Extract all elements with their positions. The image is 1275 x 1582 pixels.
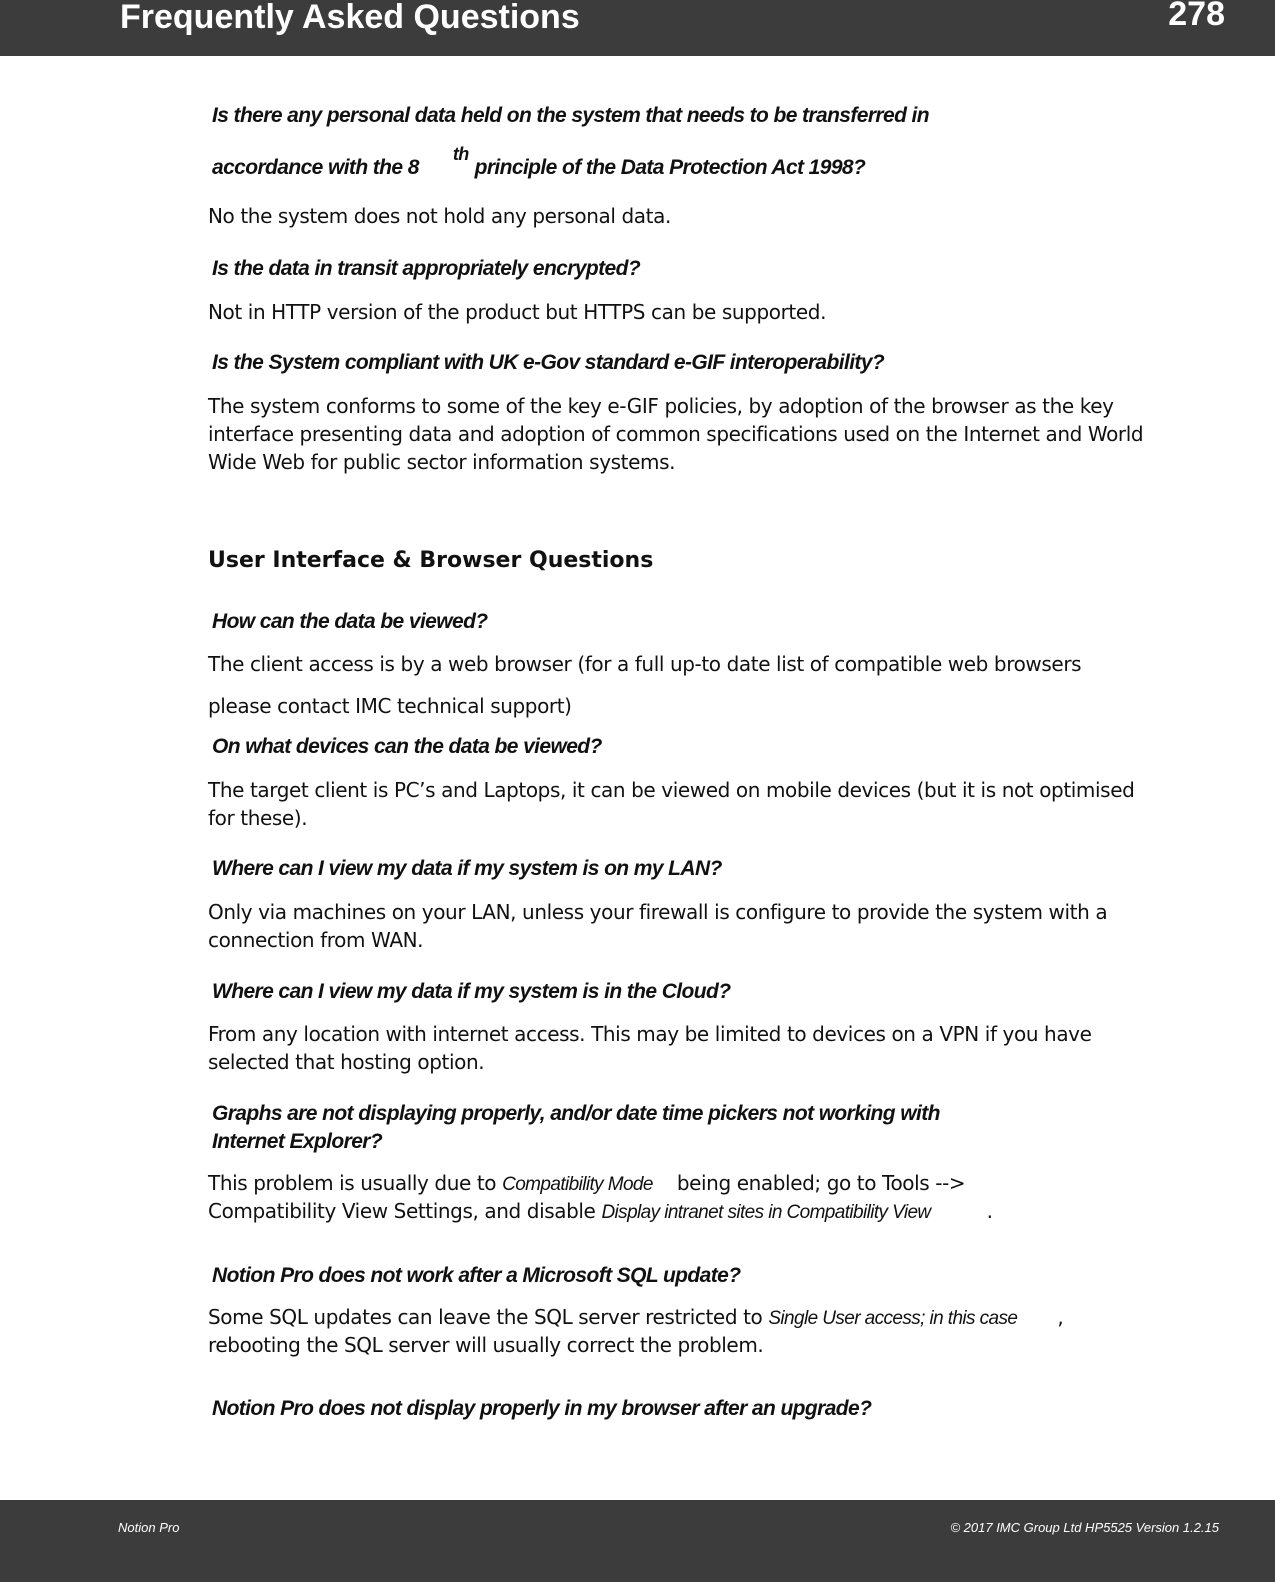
faq-answer-continued: rebooting the SQL server will usually correct the problem. [208, 1333, 764, 1357]
page-footer [0, 1500, 1275, 1582]
answer-text: being enabled; go to Tools --> [676, 1171, 966, 1195]
answer-emphasis: Single User access; in this case [768, 1308, 1018, 1329]
faq-answer: No the system does not hold any personal data. [208, 204, 671, 228]
faq-question-part: principle of the Data Protection Act 1998? [474, 156, 866, 179]
answer-text: This problem is usually due to [208, 1171, 497, 1195]
answer-text: Some SQL updates can leave the SQL server restricted to [208, 1305, 763, 1329]
section-heading: User Interface & Browser Questions [208, 548, 654, 573]
faq-question-continued: Internet Explorer? [212, 1130, 383, 1153]
faq-answer: The system conforms to some of the key e-GIF policies, by adoption of the browser as the key interface presenting data and adoption of common specifications used on the Internet and World Wide Web for public sector information systems. [208, 394, 1144, 474]
faq-answer: From any location with internet access. This may be limited to devices on a VPN if you have selected that hosting option. [208, 1022, 1092, 1074]
faq-question: Notion Pro does not display properly in my browser after an upgrade? [212, 1397, 872, 1420]
faq-question: Where can I view my data if my system is in the Cloud? [212, 980, 731, 1003]
faq-question: Is the data in transit appropriately encrypted? [212, 257, 641, 280]
answer-emphasis: Compatibility Mode [502, 1174, 653, 1195]
faq-answer: Not in HTTP version of the product but HTTPS can be supported. [208, 300, 827, 324]
faq-answer: The client access is by a web browser (for a full up-to date list of compatible web browsers [208, 652, 1082, 676]
answer-text: , [1057, 1305, 1064, 1329]
page-header [0, 0, 1275, 56]
faq-question-continued [212, 144, 866, 180]
faq-question: How can the data be viewed? [212, 610, 488, 633]
superscript: th [452, 144, 469, 164]
faq-answer [208, 1303, 1153, 1333]
footer-product-name: Notion Pro [118, 1520, 180, 1535]
faq-question: Is the System compliant with UK e-Gov standard e-GIF interoperability? [212, 351, 885, 374]
header-title: Frequently Asked Questions [120, 0, 580, 36]
answer-text: . [986, 1199, 993, 1223]
faq-question: Graphs are not displaying properly, and/or date time pickers not working with [212, 1102, 940, 1125]
faq-question: Notion Pro does not work after a Microsoft SQL update? [212, 1264, 741, 1287]
faq-question: On what devices can the data be viewed? [212, 735, 602, 758]
answer-text: Compatibility View Settings, and disable [208, 1199, 596, 1223]
page-number: 278 [1168, 0, 1225, 33]
answer-emphasis: Display intranet sites in Compatibility View [601, 1202, 931, 1223]
faq-answer-continued: please contact IMC technical support) [208, 694, 572, 718]
faq-question: Where can I view my data if my system is on my LAN? [212, 857, 722, 880]
faq-answer: Only via machines on your LAN, unless your firewall is configure to provide the system with a connection from WAN. [208, 900, 1108, 952]
faq-answer: The target client is PC’s and Laptops, it can be viewed on mobile devices (but it is not optimised for these). [208, 778, 1135, 830]
footer-copyright: © 2017 IMC Group Ltd HP5525 Version 1.2.15 [950, 1520, 1219, 1535]
faq-question-part: accordance with the 8 [212, 156, 419, 179]
faq-question: Is there any personal data held on the system that needs to be transferred in [212, 104, 929, 127]
faq-answer-continued [208, 1197, 1153, 1227]
faq-answer [208, 1169, 1153, 1199]
